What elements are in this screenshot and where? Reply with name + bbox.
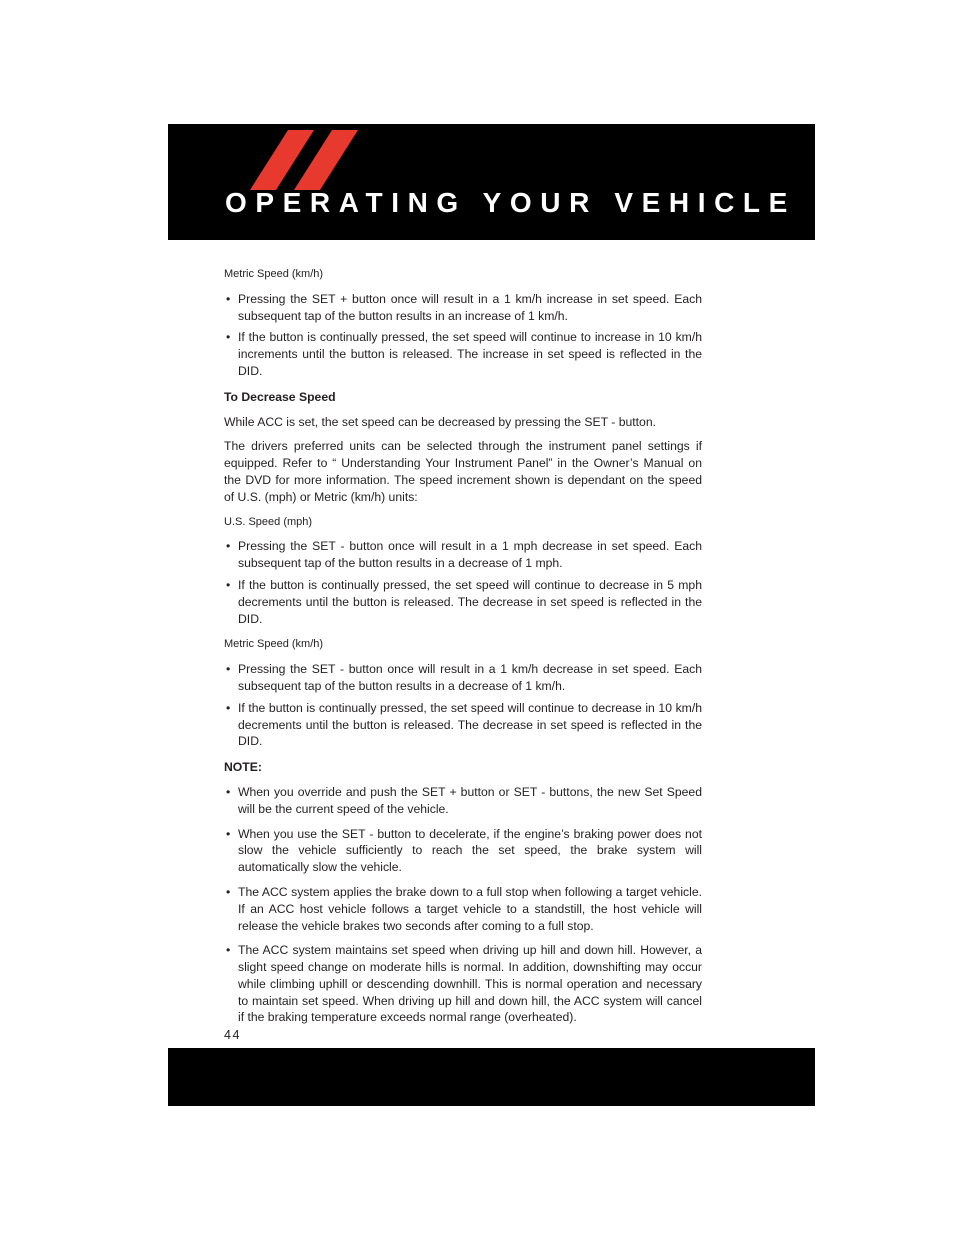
- page-number: 44: [224, 1028, 242, 1042]
- bullet-list-metric-increase: [224, 291, 702, 380]
- list-item: • When you use the SET - button to decelerate, if the engine’s braking power does not slow the vehicle sufficiently to reach the set speed, the brake system will automatically slow the vehicle.: [224, 826, 702, 876]
- list-item: • Pressing the SET - button once will result in a 1 km/h decrease in set speed. Each subsequent tap of the button results in a decrease of 1 km/h.: [224, 661, 702, 695]
- list-item: • Pressing the SET + button once will result in a 1 km/h increase in set speed. Each subsequent tap of the button results in an increase of 1 km/h.: [224, 291, 702, 325]
- note-label: NOTE:: [224, 760, 262, 775]
- header-band: [168, 124, 815, 240]
- list-item: • Pressing the SET - button once will result in a 1 mph decrease in set speed. Each subsequent tap of the button results in a decrease of 1 mph.: [224, 538, 702, 572]
- subhead-us-decrease: U.S. Speed (mph): [224, 515, 313, 528]
- page-title: OPERATING YOUR VEHICLE: [225, 187, 796, 218]
- paragraph: The drivers preferred units can be selected through the instrument panel settings if equipped. Refer to “ Understanding Your Instrument Panel” in the Owner’s Manual on the DVD for more information. The speed increment shown is dependant on the speed of U.S. (mph) or Metric (km/h) units:: [224, 439, 702, 504]
- subhead-metric-increase: Metric Speed (km/h): [224, 268, 324, 280]
- list-item: • If the button is continually pressed, the set speed will continue to decrease in 10 km/h decrements until the button is released. The decrease in set speed is reflected in the DID.: [224, 700, 702, 750]
- subhead-metric-decrease: Metric Speed (km/h): [224, 638, 324, 651]
- bullet-list-notes: [224, 784, 702, 1026]
- stripes-logo-icon: [250, 130, 358, 190]
- list-item: • When you override and push the SET + button or SET - buttons, the new Set Speed will be the current speed of the vehicle.: [224, 784, 702, 818]
- list-item: • The ACC system applies the brake down to a full stop when following a target vehicle. If an ACC host vehicle follows a target vehicle to a standstill, the host vehicle will release the vehicle brakes two seconds after coming to a full stop.: [224, 884, 702, 934]
- main-content: [224, 266, 702, 1035]
- bullet-list-metric-decrease: [224, 661, 702, 750]
- footer-band: [168, 1048, 815, 1106]
- paragraph: While ACC is set, the set speed can be decreased by pressing the SET - button.: [224, 414, 656, 429]
- list-item: • The ACC system maintains set speed when driving up hill and down hill. However, a slight speed change on moderate hills is normal. In addition, downshifting may occur while climbing uphill or descending downhill. This is normal operation and necessary to maintain set speed. When driving up hill and down hill, the ACC system will cancel if the braking temperature exceeds normal range (overheated).: [224, 942, 702, 1026]
- list-item: • If the button is continually pressed, the set speed will continue to increase in 10 km/h increments until the button is released. The increase in set speed is reflected in the DID.: [224, 329, 702, 379]
- list-item: • If the button is continually pressed, the set speed will continue to decrease in 5 mph decrements until the button is released. The decrease in set speed is reflected in the DID.: [224, 577, 702, 627]
- bullet-list-us-decrease: [224, 538, 702, 627]
- section-heading-decrease: To Decrease Speed: [224, 389, 336, 404]
